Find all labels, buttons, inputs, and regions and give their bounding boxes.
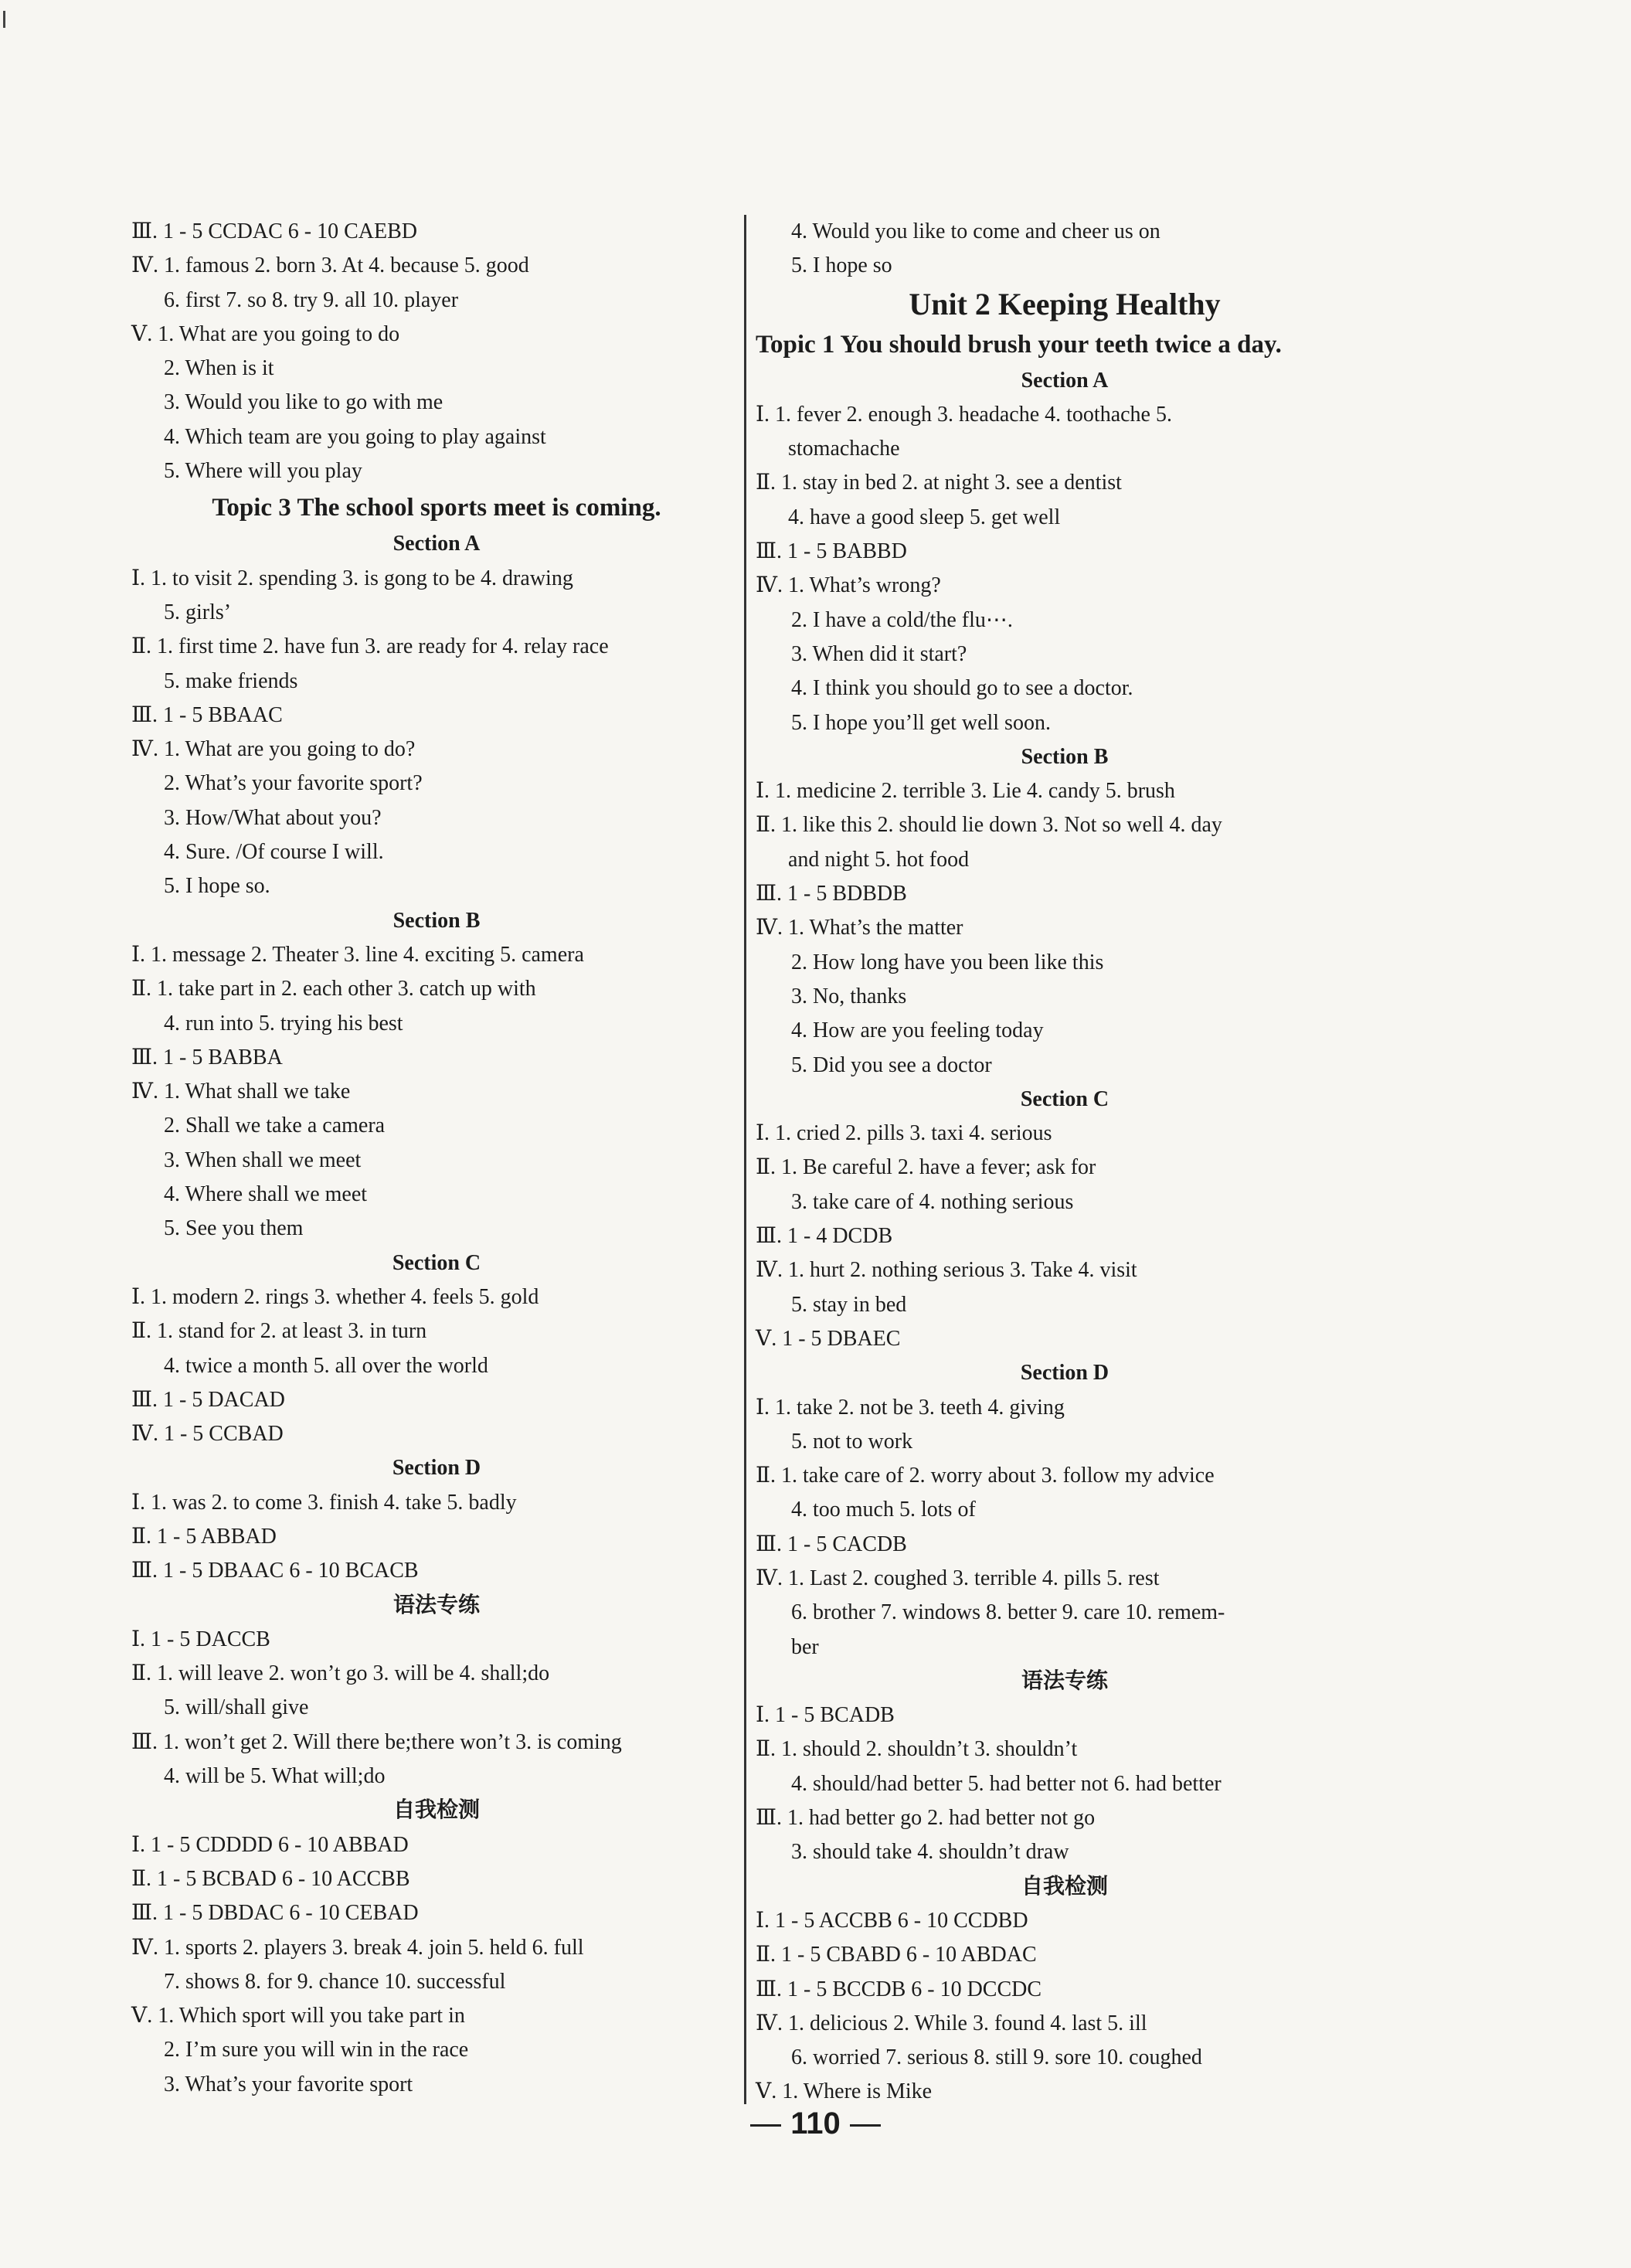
answer-line-continued: 4. will be 5. What will;do xyxy=(164,1764,386,1789)
answer-line-continued: 6. worried 7. serious 8. still 9. sore 10. coughed xyxy=(791,2045,1202,2070)
section-heading: Section D xyxy=(1020,1361,1109,1386)
scan-mark xyxy=(3,11,5,28)
section-heading: 语法专练 xyxy=(392,1593,480,1617)
answer-line: Ⅲ. 1 - 5 DACAD xyxy=(131,1387,285,1412)
answer-line-continued: 5. not to work xyxy=(791,1429,913,1454)
right-column xyxy=(756,215,1374,2110)
answer-line-continued: 5. Where will you play xyxy=(164,459,362,484)
answer-line-continued: 2. How long have you been like this xyxy=(791,950,1104,974)
answer-line: Ⅲ. 1 - 5 DBDAC 6 - 10 CEBAD xyxy=(131,1901,419,1926)
answer-line-continued: 4. Where shall we meet xyxy=(164,1182,368,1207)
answer-line-continued: stomachache xyxy=(788,437,900,461)
answer-line: Ⅲ. 1 - 5 BABBD xyxy=(756,539,907,564)
answer-line: Ⅳ. 1. Last 2. coughed 3. terrible 4. pills 5. rest xyxy=(756,1566,1160,1590)
topic-heading: Topic 3 The school sports meet is coming. xyxy=(212,494,661,522)
answer-line: Ⅱ. 1 - 5 ABBAD xyxy=(131,1524,277,1549)
answer-line-continued: and night 5. hot food xyxy=(788,847,970,872)
answer-line: Ⅱ. 1. like this 2. should lie down 3. Not so well 4. day xyxy=(756,813,1222,838)
column-divider xyxy=(744,215,746,2104)
answer-line-continued: 5. Did you see a doctor xyxy=(791,1052,992,1077)
answer-line-continued: 4. How are you feeling today xyxy=(791,1018,1044,1043)
section-heading: Section B xyxy=(392,908,481,933)
answer-line: Ⅱ. 1. should 2. shouldn’t 3. shouldn’t xyxy=(756,1737,1078,1762)
answer-line: Ⅳ. 1. sports 2. players 3. break 4. join 5. held 6. full xyxy=(131,1935,584,1960)
answer-line-continued: 3. Would you like to go with me xyxy=(164,390,443,415)
answer-line-continued: 7. shows 8. for 9. chance 10. successful xyxy=(164,1969,506,1994)
answer-line: Ⅲ. 1 - 5 DBAAC 6 - 10 BCACB xyxy=(131,1559,419,1583)
section-heading: Section B xyxy=(1021,744,1109,769)
answer-line-continued: 4. Which team are you going to play against xyxy=(164,424,546,449)
answer-line-continued: 5. I hope you’ll get well soon. xyxy=(791,710,1051,735)
answer-line-continued: 2. When is it xyxy=(164,356,274,381)
answer-line: Ⅰ. 1. modern 2. rings 3. whether 4. feels 5. gold xyxy=(131,1284,539,1309)
left-column xyxy=(131,215,742,2102)
section-heading: 语法专练 xyxy=(1021,1668,1108,1693)
answer-line: Ⅲ. 1 - 5 BDBDB xyxy=(756,882,907,906)
answer-line: Ⅰ. 1. fever 2. enough 3. headache 4. toothache 5. xyxy=(756,402,1172,427)
answer-line: Ⅰ. 1 - 5 BCADB xyxy=(756,1703,895,1728)
answer-line-continued: 3. When shall we meet xyxy=(164,1148,362,1172)
answer-line-continued: ber xyxy=(791,1634,819,1659)
answer-line: Ⅳ. 1. What are you going to do? xyxy=(131,737,416,762)
answer-line-continued: 5. I hope so xyxy=(791,253,892,278)
answer-line: Ⅲ. 1. had better go 2. had better not go xyxy=(756,1806,1096,1831)
answer-line: Ⅰ. 1. was 2. to come 3. finish 4. take 5. badly xyxy=(131,1490,517,1515)
answer-line: Ⅲ. 1. won’t get 2. Will there be;there won’t 3. is coming xyxy=(131,1729,622,1754)
answer-line-continued: 4. too much 5. lots of xyxy=(791,1498,976,1522)
answer-line: Ⅲ. 1 - 5 BABBA xyxy=(131,1045,283,1069)
answer-line: Ⅰ. 1. to visit 2. spending 3. is gong to be 4. drawing xyxy=(131,566,573,590)
answer-line: Ⅰ. 1 - 5 ACCBB 6 - 10 CCDBD xyxy=(756,1908,1028,1933)
answer-line: Ⅱ. 1. first time 2. have fun 3. are ready for 4. relay race xyxy=(131,634,609,659)
answer-line: Ⅳ. 1. delicious 2. While 3. found 4. last 5. ill xyxy=(756,2011,1147,2035)
answer-line: Ⅱ. 1. will leave 2. won’t go 3. will be 4. shall;do xyxy=(131,1661,550,1686)
answer-line-continued: 3. How/What about you? xyxy=(164,805,382,830)
answer-line: Ⅱ. 1. take care of 2. worry about 3. follow my advice xyxy=(756,1464,1215,1488)
section-heading: Section C xyxy=(392,1250,481,1275)
section-heading: Section A xyxy=(392,532,481,556)
answer-line: Ⅱ. 1. stay in bed 2. at night 3. see a dentist xyxy=(756,471,1122,495)
answer-line: Ⅲ. 1 - 5 CCDAC 6 - 10 CAEBD xyxy=(131,219,418,243)
page-number-dash-right xyxy=(850,2124,881,2127)
page-number xyxy=(0,2106,1631,2141)
answer-line-continued: 3. What’s your favorite sport xyxy=(164,2072,413,2096)
answer-line-continued: 4. have a good sleep 5. get well xyxy=(788,505,1061,529)
answer-line-continued: 6. brother 7. windows 8. better 9. care 10. remem- xyxy=(791,1600,1225,1625)
topic-heading: Topic 1 You should brush your teeth twice a day. xyxy=(756,330,1282,359)
answer-line: Ⅱ. 1. stand for 2. at least 3. in turn xyxy=(131,1319,427,1344)
answer-line-continued: 4. Would you like to come and cheer us on xyxy=(791,219,1160,243)
answer-line: Ⅳ. 1 - 5 CCBAD xyxy=(131,1422,284,1447)
section-heading: 自我检测 xyxy=(392,1798,480,1823)
answer-line-continued: 2. What’s your favorite sport? xyxy=(164,771,423,796)
answer-line: Ⅳ. 1. What’s wrong? xyxy=(756,573,941,598)
answer-line: Ⅴ. 1. Where is Mike xyxy=(756,2079,933,2104)
answer-line: Ⅱ. 1 - 5 CBABD 6 - 10 ABDAC xyxy=(756,1943,1037,1967)
answer-line-continued: 4. twice a month 5. all over the world xyxy=(164,1353,488,1378)
answer-line-continued: 2. I’m sure you will win in the race xyxy=(164,2038,469,2062)
answer-line-continued: 5. girls’ xyxy=(164,600,232,624)
page-number-dash-left xyxy=(750,2124,781,2127)
answer-line-continued: 2. I have a cold/the flu⋯. xyxy=(791,607,1013,632)
answer-line-continued: 5. stay in bed xyxy=(791,1292,907,1317)
answer-line: Ⅴ. 1. Which sport will you take part in xyxy=(131,2004,465,2028)
answer-line-continued: 5. make friends xyxy=(164,668,298,693)
answer-line: Ⅳ. 1. hurt 2. nothing serious 3. Take 4. visit xyxy=(756,1258,1137,1283)
answer-line: Ⅲ. 1 - 5 BBAAC xyxy=(131,702,283,727)
answer-line: Ⅲ. 1 - 4 DCDB xyxy=(756,1224,893,1249)
answer-line: Ⅱ. 1. take part in 2. each other 3. catch up with xyxy=(131,977,536,1001)
answer-line: Ⅴ. 1 - 5 DBAEC xyxy=(756,1326,901,1351)
answer-line: Ⅳ. 1. What shall we take xyxy=(131,1080,351,1104)
section-heading: 自我检测 xyxy=(1021,1874,1108,1899)
unit-heading: Unit 2 Keeping Healthy xyxy=(909,286,1221,321)
answer-line-continued: 4. should/had better 5. had better not 6. had better xyxy=(791,1771,1222,1796)
answer-line-continued: 5. will/shall give xyxy=(164,1695,309,1720)
answer-line-continued: 5. I hope so. xyxy=(164,874,270,899)
answer-line: Ⅰ. 1. take 2. not be 3. teeth 4. giving xyxy=(756,1395,1065,1420)
answer-line: Ⅱ. 1. Be careful 2. have a fever; ask for xyxy=(756,1155,1096,1180)
answer-line: Ⅲ. 1 - 5 CACDB xyxy=(756,1532,907,1556)
answer-line: Ⅲ. 1 - 5 BCCDB 6 - 10 DCCDC xyxy=(756,1977,1042,2001)
answer-line: Ⅰ. 1. medicine 2. terrible 3. Lie 4. candy 5. brush xyxy=(756,779,1175,804)
answer-line-continued: 2. Shall we take a camera xyxy=(164,1114,386,1138)
page-number-text: 110 xyxy=(790,2106,841,2140)
answer-line-continued: 4. Sure. /Of course I will. xyxy=(164,840,384,865)
answer-line-continued: 3. take care of 4. nothing serious xyxy=(791,1189,1074,1214)
answer-line-continued: 4. run into 5. trying his best xyxy=(164,1011,403,1035)
answer-line: Ⅰ. 1. message 2. Theater 3. line 4. exciting 5. camera xyxy=(131,942,584,967)
section-heading: Section C xyxy=(1020,1086,1109,1111)
answer-line-continued: 5. See you them xyxy=(164,1216,304,1241)
answer-line-continued: 6. first 7. so 8. try 9. all 10. player xyxy=(164,287,459,312)
section-heading: Section A xyxy=(1021,368,1109,393)
section-heading: Section D xyxy=(392,1456,481,1481)
answer-line: Ⅰ. 1. cried 2. pills 3. taxi 4. serious xyxy=(756,1121,1052,1146)
answer-line-continued: 3. No, thanks xyxy=(791,984,907,1008)
answer-line: Ⅰ. 1 - 5 CDDDD 6 - 10 ABBAD xyxy=(131,1832,409,1857)
answer-line: Ⅴ. 1. What are you going to do xyxy=(131,321,400,346)
answer-line: Ⅳ. 1. famous 2. born 3. At 4. because 5. good xyxy=(131,253,529,278)
answer-line: Ⅰ. 1 - 5 DACCB xyxy=(131,1627,270,1651)
answer-line: Ⅳ. 1. What’s the matter xyxy=(756,916,963,940)
answer-line-continued: 3. should take 4. shouldn’t draw xyxy=(791,1840,1069,1865)
answer-line-continued: 4. I think you should go to see a doctor. xyxy=(791,676,1133,701)
answer-line: Ⅱ. 1 - 5 BCBAD 6 - 10 ACCBB xyxy=(131,1866,410,1891)
answer-line-continued: 3. When did it start? xyxy=(791,641,967,666)
